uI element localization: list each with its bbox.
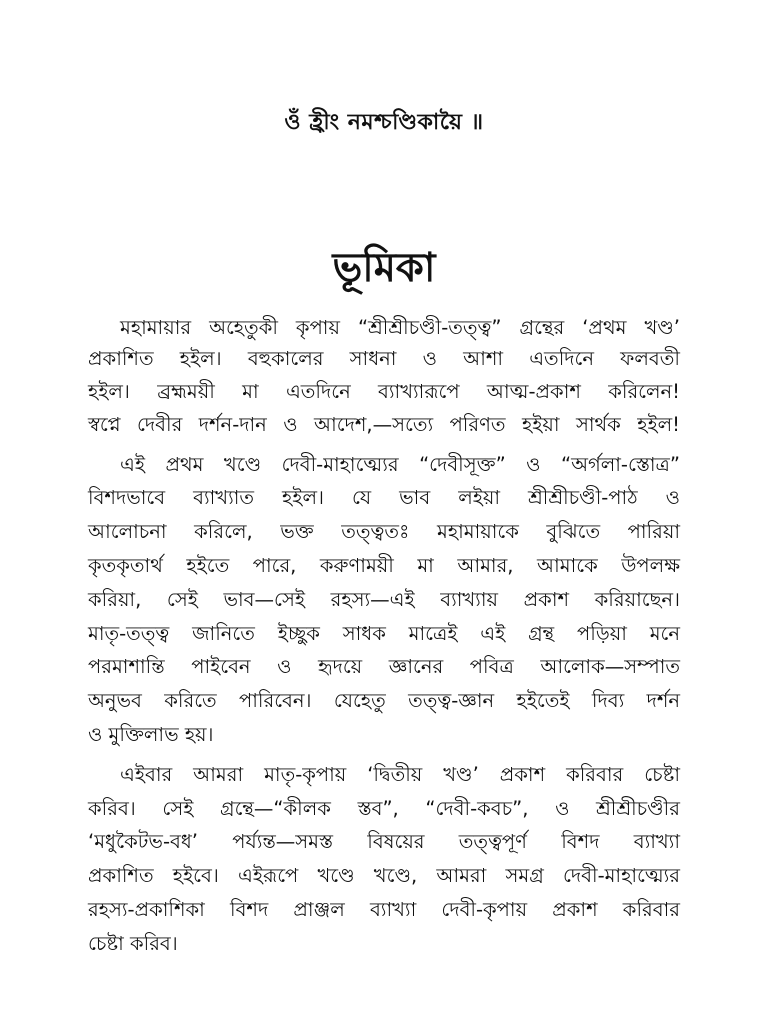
text-line: মাতৃ-তত্ত্ব জানিতে ইচ্ছুক সাধক মাত্রেই এই গ্রন্থ পড়িয়া মনে [88, 622, 680, 645]
text-line: ‘মধুকৈটভ-বধ’ পর্য্যন্ত—সমস্ত বিষয়ের তত্ত্বপূর্ণ বিশদ ব্যাখ্যা [88, 830, 680, 853]
text-line: এইবার আমরা মাতৃ-কৃপায় ‘দ্বিতীয় খণ্ড’ প্রকাশ করিবার চেষ্টা [120, 763, 680, 786]
text-line: পরমাশান্তি পাইবেন ও হৃদয়ে জ্ঞানের পবিত্র আলোক—সম্পাত [88, 655, 680, 678]
text-line: রহস্য-প্রকাশিকা বিশদ প্রাঞ্জল ব্যাখ্যা দেবী-কৃপায় প্রকাশ করিবার [88, 898, 680, 921]
text-line: ও মুক্তিলাভ হয়। [88, 723, 214, 746]
page-title: ভূমিকা [332, 245, 436, 291]
text-line: করিয়া, সেই ভাব—সেই রহস্য—এই ব্যাখ্যায় প্রকাশ করিয়াছেন। [88, 588, 680, 611]
text-line: স্বপ্নে দেবীর দর্শন-দান ও আদেশ,—সত্যে পরিণত হইয়া সার্থক হইল! [88, 413, 680, 436]
text-line: এই প্রথম খণ্ডে দেবী-মাহাত্ম্যের “দেবীসূক্ত” ও “অর্গলা-স্তোত্র” [120, 453, 680, 476]
text-line: মহামায়ার অহেতুকী কৃপায় “শ্রীশ্রীচণ্ডী-তত্ত্ব” গ্রন্থের ‘প্রথম খণ্ড’ [120, 316, 680, 339]
text-line: চেষ্টা করিব। [88, 932, 178, 955]
text-line: করিব। সেই গ্রন্থে—“কীলক স্তব”, “দেবী-কবচ”, ও শ্রীশ্রীচণ্ডীর [88, 797, 680, 820]
text-line: প্রকাশিত হইবে। এইরূপে খণ্ডে খণ্ডে, আমরা সমগ্র দেবী-মাহাত্ম্যের [88, 864, 680, 887]
text-line: বিশদভাবে ব্যাখ্যাত হইল। যে ভাব লইয়া শ্রীশ্রীচণ্ডী-পাঠ ও [88, 486, 680, 509]
text-line: আলোচনা করিলে, ভক্ত তত্ত্বতঃ মহামায়াকে বুঝিতে পারিয়া [88, 520, 680, 543]
invocation-heading: ওঁ হ্রীং নমশ্চণ্ডিকায়ৈ ॥ [284, 110, 484, 135]
text-line: অনুভব করিতে পারিবেন। যেহেতু তত্ত্ব-জ্ঞান হইতেই দিব্য দর্শন [88, 689, 680, 712]
text-line: কৃতকৃতার্থ হইতে পারে, করুণাময়ী মা আমার, আমাকে উপলক্ষ [88, 554, 680, 577]
text-line: প্রকাশিত হইল। বহুকালের সাধনা ও আশা এতদিনে ফলবতী [88, 347, 680, 370]
text-line: হইল। ব্রহ্মময়ী মা এতদিনে ব্যাখ্যারূপে আত্ম-প্রকাশ করিলেন! [88, 380, 680, 403]
